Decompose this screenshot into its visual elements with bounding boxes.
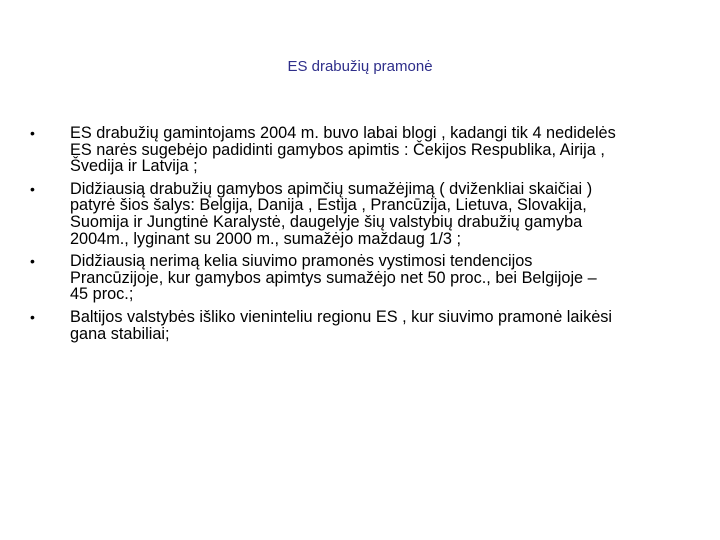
list-item xyxy=(0,181,720,247)
item-text-line: ES narės sugebėjo padidinti gamybos apimtis : Čekijos Respublika, Airija , xyxy=(70,140,605,159)
item-text-line: Didžiausią nerimą kelia siuvimo pramonės vystimosi tendencijos xyxy=(70,252,533,271)
bullet-list xyxy=(0,125,720,348)
bullet-icon: • xyxy=(30,125,35,141)
item-text-line: 2004m., lyginant su 2000 m., sumažėjo maždaug 1/3 ; xyxy=(70,229,461,248)
list-item xyxy=(0,125,720,175)
bullet-icon: • xyxy=(30,180,35,197)
item-text-line: Prancūzijoje, kur gamybos apimtys sumažėjo net 50 proc., bei Belgijoje – xyxy=(70,268,597,287)
item-text-line: 45 proc.; xyxy=(70,285,134,304)
slide-title: ES drabužių pramonė xyxy=(287,58,433,75)
item-text-line: Švedija ir Latvija ; xyxy=(70,157,198,176)
bullet-icon: • xyxy=(30,308,35,325)
list-item xyxy=(0,253,720,303)
bullet-icon: • xyxy=(30,253,35,270)
item-text-line: patyrė šios šalys: Belgija, Danija , Estija , Prancūzija, Lietuva, Slovakija, xyxy=(70,196,587,215)
list-item xyxy=(0,309,720,342)
item-text-line: gana stabiliai; xyxy=(70,324,170,343)
item-text-line: Didžiausią drabužių gamybos apimčių sumažėjimą ( dviženkliai skaičiai ) xyxy=(70,179,593,198)
item-text-line: Baltijos valstybės išliko vieninteliu regionu ES , kur siuvimo pramonė laikėsi xyxy=(70,307,613,326)
item-text-line: Suomija ir Jungtinė Karalystė, daugelyje šių valstybių drabužių gamyba xyxy=(70,212,583,231)
item-text-line: ES drabužių gamintojams 2004 m. buvo labai blogi , kadangi tik 4 nedidelės xyxy=(70,124,616,142)
